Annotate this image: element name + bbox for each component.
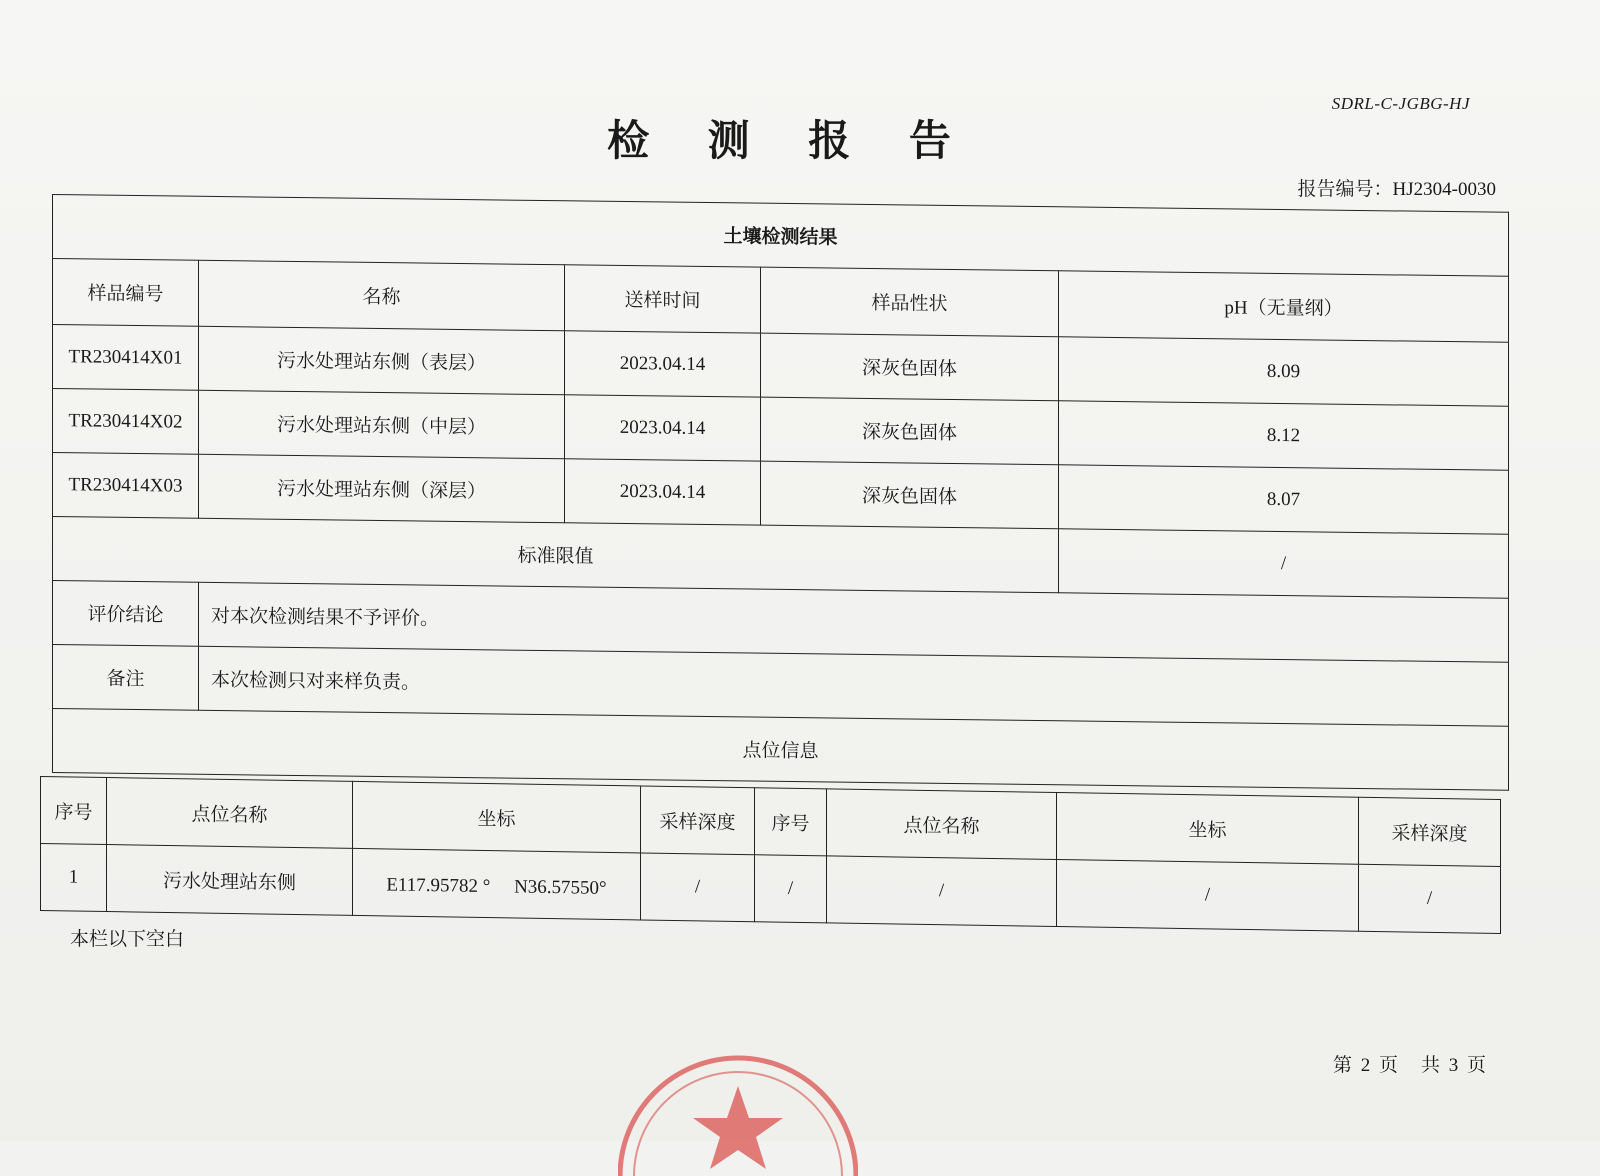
sample-id: TR230414X03 (53, 453, 199, 519)
evaluation-label: 评价结论 (53, 581, 199, 647)
ph-value: 8.07 (1059, 465, 1509, 534)
official-seal-icon (618, 1046, 858, 1176)
standard-limit-value: / (1059, 529, 1509, 598)
evaluation-value: 对本次检测结果不予评价。 (199, 582, 1509, 662)
header-sample-property: 样品性状 (761, 267, 1059, 337)
ph-value: 8.09 (1059, 337, 1509, 406)
header-sample-id: 样品编号 (53, 259, 199, 327)
sample-id: TR230414X01 (53, 325, 199, 391)
header-seq: 序号 (41, 777, 107, 845)
location-section-title: 点位信息 (53, 709, 1509, 791)
header-ph: pH（无量纲） (1059, 271, 1509, 342)
sample-property: 深灰色固体 (761, 397, 1059, 465)
location-table (40, 776, 1501, 934)
header-location-name-2: 点位名称 (827, 789, 1057, 860)
document-code: SDRL-C-JGBG-HJ (1331, 94, 1470, 113)
page-number: 第 2 页 共 3 页 (1332, 1055, 1488, 1076)
soil-results-table (52, 194, 1509, 791)
delivery-time: 2023.04.14 (565, 331, 761, 397)
delivery-time: 2023.04.14 (565, 459, 761, 525)
sample-name: 污水处理站东侧（表层） (199, 326, 565, 394)
location-seq-2: / (755, 855, 827, 923)
blank-below-note: 本栏以下空白 (70, 929, 185, 950)
standard-limit-label: 标准限值 (53, 517, 1059, 593)
sample-property: 深灰色固体 (761, 461, 1059, 529)
location-coordinates: E117.95782 ° N36.57550° (353, 848, 641, 920)
delivery-time: 2023.04.14 (565, 395, 761, 461)
page-title: 检 测 报 告 (607, 116, 973, 165)
sample-name: 污水处理站东侧（深层） (199, 454, 565, 522)
header-delivery-time: 送样时间 (565, 265, 761, 333)
location-depth: / (641, 853, 755, 922)
soil-section-title: 土壤检测结果 (53, 195, 1509, 277)
header-seq-2: 序号 (755, 788, 827, 856)
ph-value: 8.12 (1059, 401, 1509, 470)
location-depth-2: / (1359, 864, 1501, 933)
location-name-2: / (827, 856, 1057, 927)
sample-id: TR230414X02 (53, 389, 199, 455)
header-name: 名称 (199, 260, 565, 330)
report-number: 报告编号：HJ2304-0030 (1297, 179, 1496, 200)
remark-label: 备注 (53, 645, 199, 711)
header-coordinates-2: 坐标 (1057, 792, 1359, 864)
location-coordinates-2: / (1057, 859, 1359, 931)
header-sampling-depth-2: 采样深度 (1359, 797, 1501, 866)
header-coordinates: 坐标 (353, 781, 641, 853)
header-sampling-depth: 采样深度 (641, 786, 755, 855)
sample-name: 污水处理站东侧（中层） (199, 390, 565, 458)
location-name: 污水处理站东侧 (107, 845, 353, 916)
location-seq: 1 (41, 844, 107, 912)
sample-property: 深灰色固体 (761, 333, 1059, 401)
header-location-name: 点位名称 (107, 778, 353, 849)
remark-value: 本次检测只对来样负责。 (199, 646, 1509, 726)
